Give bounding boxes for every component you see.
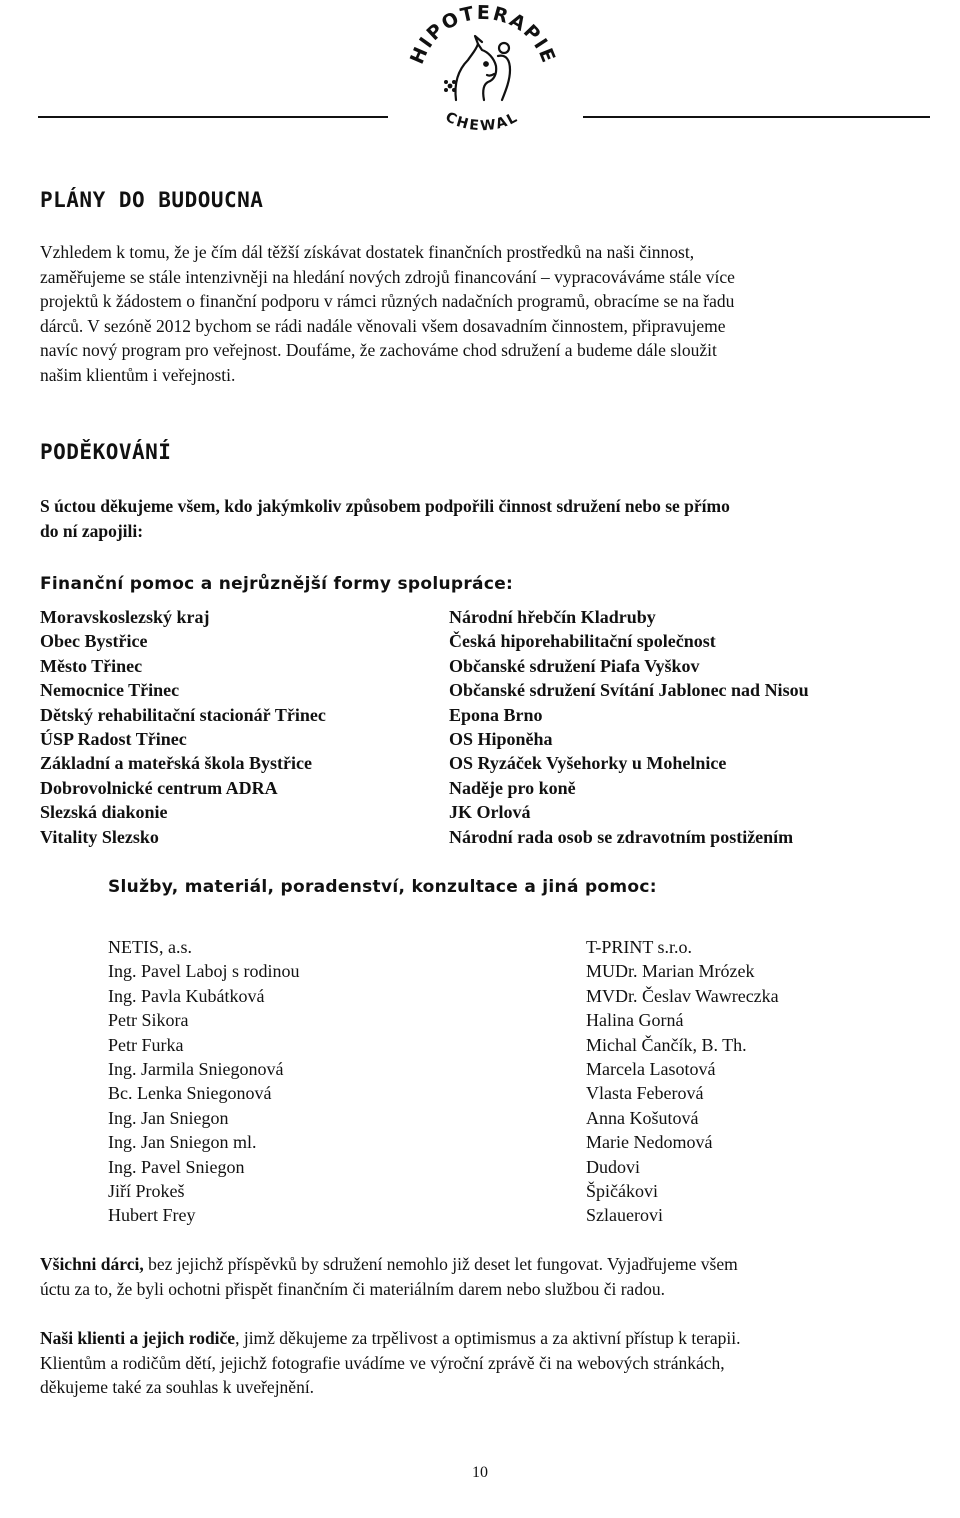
plans-paragraph bbox=[40, 240, 920, 387]
clients-paragraph bbox=[40, 1326, 920, 1400]
list-item: Marie Nedomová bbox=[586, 1132, 713, 1153]
list-item: Špičákovi bbox=[586, 1181, 658, 1202]
clients-bold: Naši klienti a jejich rodiče bbox=[40, 1328, 236, 1348]
clients-line: děkujeme také za souhlas k uveřejnění. bbox=[40, 1377, 315, 1397]
plans-line: Vzhledem k tomu, že je čím dál těžší získávat dostatek finančních prostředků na naši činnost, bbox=[40, 242, 695, 262]
list-item: Marcela Lasotová bbox=[586, 1059, 716, 1080]
list-item: Halina Gorná bbox=[586, 1010, 684, 1031]
list-item: OS Hiponěha bbox=[449, 729, 553, 750]
donors-text: bez jejichž příspěvků by sdružení nemohlo již deset let fungovat. Vyjadřujeme všem bbox=[143, 1254, 738, 1274]
list-item: Epona Brno bbox=[449, 704, 543, 725]
list-item: Dobrovolnické centrum ADRA bbox=[40, 777, 278, 798]
list-item: Národní rada osob se zdravotním postižením bbox=[449, 826, 794, 847]
financial-list-left bbox=[40, 605, 326, 849]
services-heading: Služby, materiál, poradenství, konzultace a jiná pomoc: bbox=[108, 877, 657, 897]
list-item: Česká hiporehabilitační společnost bbox=[449, 631, 716, 652]
list-item: OS Ryzáček Vyšehorky u Mohelnice bbox=[449, 753, 727, 774]
horse-icon bbox=[456, 36, 511, 100]
financial-list-right bbox=[449, 605, 809, 849]
plans-line: projektů k žádostem o finanční podporu v rámci různých nadačních programů, obracíme se na řadu bbox=[40, 291, 735, 311]
financial-heading: Finanční pomoc a nejrůznější formy spolupráce: bbox=[40, 574, 514, 594]
plans-line: zaměřujeme se stále intenzivněji na hledání nových zdrojů financování – vypracováváme stále více bbox=[40, 266, 735, 287]
thanks-heading: PODĚKOVÁNÍ bbox=[40, 440, 172, 464]
list-item: Základní a mateřská škola Bystřice bbox=[40, 753, 313, 774]
list-item: Moravskoslezský kraj bbox=[40, 607, 210, 627]
donors-line: úctu za to, že byli ochotni přispět finančním či materiálním darem nebo službou či radou. bbox=[40, 1278, 665, 1299]
header-rule-left bbox=[38, 116, 388, 118]
list-item: Vitality Slezsko bbox=[40, 826, 159, 847]
clients-line: Klientům a rodičům dětí, jejichž fotografie uvádíme ve výroční zprávě či na webových stránkách, bbox=[40, 1352, 725, 1373]
list-item: Obec Bystřice bbox=[40, 631, 148, 652]
list-item: Bc. Lenka Sniegonová bbox=[108, 1083, 272, 1104]
svg-text:CHEWAL: CHEWAL bbox=[442, 109, 522, 135]
svg-text:HIPOTERAPIE: HIPOTERAPIE bbox=[405, 1, 561, 68]
plans-line: našim klientům i veřejnosti. bbox=[40, 364, 236, 385]
list-item: Hubert Frey bbox=[108, 1205, 196, 1226]
list-item: ÚSP Radost Třinec bbox=[40, 729, 187, 750]
services-list-right bbox=[586, 935, 779, 1228]
flower-icon bbox=[444, 80, 456, 92]
services-list-left bbox=[108, 935, 299, 1228]
list-item: Ing. Jan Sniegon ml. bbox=[108, 1132, 257, 1153]
list-item: NETIS, a.s. bbox=[108, 937, 192, 957]
list-item: Vlasta Feberová bbox=[586, 1083, 704, 1104]
list-item: Občanské sdružení Piafa Vyškov bbox=[449, 655, 700, 676]
list-item: Naděje pro koně bbox=[449, 777, 576, 798]
list-item: Občanské sdružení Svítání Jablonec nad Nisou bbox=[449, 680, 809, 701]
list-item: Dětský rehabilitační stacionář Třinec bbox=[40, 704, 326, 725]
thanks-intro-line: S úctou děkujeme všem, kdo jakýmkoliv způsobem podpořili činnost sdružení nebo se přímo bbox=[40, 496, 730, 516]
plans-line: dárců. V sezóně 2012 bychom se rádi nadále věnovali všem dosavadním činnostem, připravujeme bbox=[40, 315, 726, 336]
list-item: JK Orlová bbox=[449, 802, 531, 823]
list-item: Ing. Pavel Sniegon bbox=[108, 1156, 245, 1177]
thanks-intro-line: do ní zapojili: bbox=[40, 520, 144, 541]
thanks-intro bbox=[40, 494, 920, 543]
list-item: Jiří Prokeš bbox=[108, 1181, 185, 1202]
list-item: Petr Furka bbox=[108, 1034, 184, 1055]
donors-bold: Všichni dárci, bbox=[40, 1254, 144, 1274]
hipoterapie-logo bbox=[398, 0, 568, 140]
list-item: Dudovi bbox=[586, 1156, 640, 1177]
header-rule-right bbox=[583, 116, 930, 118]
list-item: MUDr. Marian Mrózek bbox=[586, 961, 755, 982]
list-item: Město Třinec bbox=[40, 655, 143, 676]
list-item: T-PRINT s.r.o. bbox=[586, 937, 693, 957]
donors-paragraph bbox=[40, 1252, 920, 1301]
list-item: Ing. Jarmila Sniegonová bbox=[108, 1059, 284, 1080]
list-item: Ing. Pavel Laboj s rodinou bbox=[108, 961, 300, 982]
list-item: Szlauerovi bbox=[586, 1205, 663, 1226]
clients-text: , jimž děkujeme za trpělivost a optimismus a za aktivní přístup k terapii. bbox=[235, 1328, 741, 1348]
page-number: 10 bbox=[472, 1464, 488, 1481]
list-item: Nemocnice Třinec bbox=[40, 680, 180, 701]
list-item: Michal Čančík, B. Th. bbox=[586, 1034, 747, 1055]
list-item: Ing. Jan Sniegon bbox=[108, 1107, 229, 1128]
list-item: Slezská diakonie bbox=[40, 802, 168, 823]
list-item: Anna Košutová bbox=[586, 1107, 699, 1128]
list-item: Národní hřebčín Kladruby bbox=[449, 607, 656, 627]
plans-line: navíc nový program pro veřejnost. Doufáme, že zachováme chod sdružení a budeme dále sloužit bbox=[40, 340, 717, 360]
list-item: Petr Sikora bbox=[108, 1010, 189, 1031]
list-item: Ing. Pavla Kubátková bbox=[108, 985, 265, 1006]
list-item: MVDr. Česlav Wawreczka bbox=[586, 985, 779, 1006]
plans-heading: PLÁNY DO BUDOUCNA bbox=[40, 188, 264, 212]
